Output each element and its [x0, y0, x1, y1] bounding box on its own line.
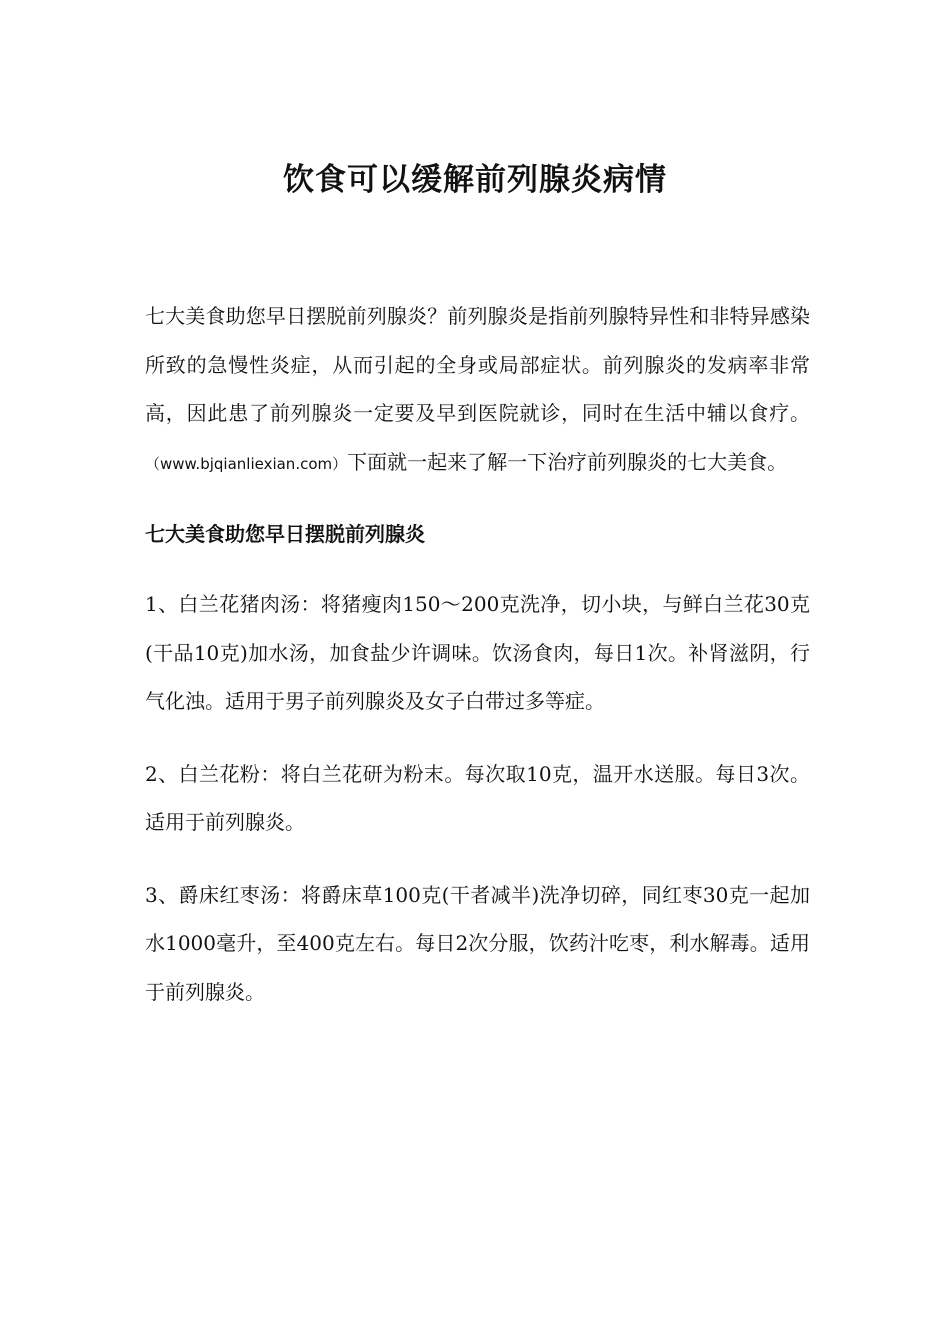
document-title: 饮食可以缓解前列腺炎病情: [283, 162, 667, 198]
document-body: [145, 292, 810, 1040]
intro-paragraph: [145, 292, 810, 488]
section-heading: 七大美食助您早日摆脱前列腺炎: [145, 522, 425, 546]
intro-text-after: 下面就一起来了解一下治疗前列腺炎的七大美食。: [347, 449, 788, 474]
intro-text-before: 七大美食助您早日摆脱前列腺炎？前列腺炎是指前列腺特异性和非特异感染所致的急慢性炎症，从而引起的全身或局部症状。前列腺炎的发病率非常高，因此患了前列腺炎一定要及早到医院就诊，同时在生活中辅以食疗。: [145, 304, 810, 425]
list-item-3: 3、爵床红枣汤：将爵床草100克(干者减半)洗净切碎，同红枣30克一起加水1000毫升，至400克左右。每日2次分服，饮药汁吃枣，利水解毒。适用于前列腺炎。: [145, 882, 810, 1004]
list-item-1: 1、白兰花猪肉汤：将猪瘦肉150～200克洗净，切小块，与鲜白兰花30克(干品10克)加水汤，加食盐少许调味。饮汤食肉，每日1次。补肾滋阴，行气化浊。适用于男子前列腺炎及女子白带过多等症。: [145, 592, 810, 713]
list-item-2: 2、白兰花粉：将白兰花研为粉末。每次取10克，温开水送服。每日3次。适用于前列腺炎。: [145, 761, 810, 834]
source-url: （www.bjqianliexian.com）: [145, 454, 348, 473]
